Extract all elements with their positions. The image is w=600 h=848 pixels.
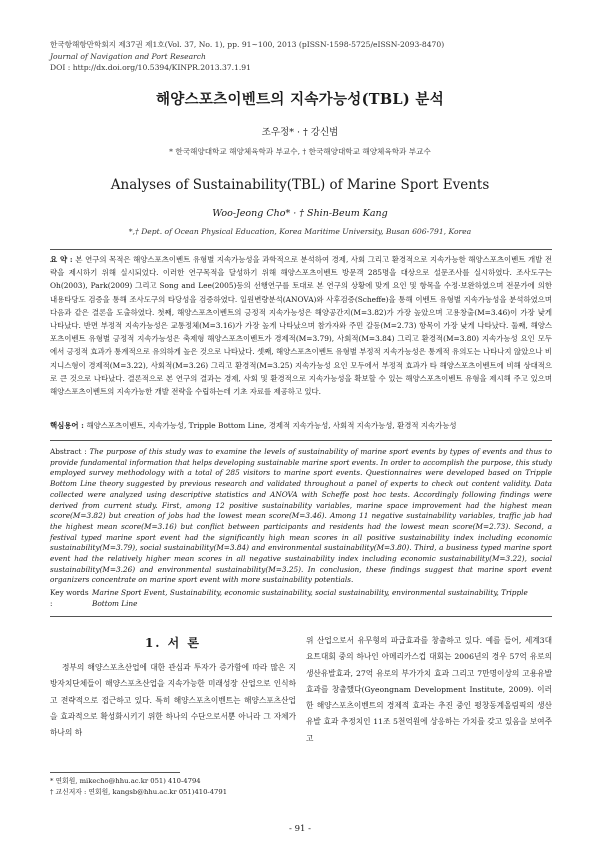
section-heading-introduction: 1. 서 론 <box>144 636 202 650</box>
footnote-corresponding-author: † 교신저자 : 연회원, kangsb@hhu.ac.kr 051)410-4791 <box>50 787 228 796</box>
english-keywords <box>50 588 552 609</box>
paper-title-korean: 해양스포츠이벤트의 지속가능성(TBL) 분석 <box>155 91 445 108</box>
journal-citation: 한국항해항만학회지 제37권 제1호(Vol. 37, No. 1), pp. 91~100, 2013 (pISSN-1598-5725/eISSN-2093-8470) <box>50 40 445 49</box>
page-number: - 91 - <box>289 824 311 834</box>
doi-link[interactable]: DOI : http://dx.doi.org/10.5394/KINPR.2013.37.1.91 <box>50 63 251 72</box>
english-keywords-label: Key words : <box>50 588 89 608</box>
divider-bottom <box>50 616 552 617</box>
journal-name: Journal of Navigation and Port Research <box>50 51 206 61</box>
english-abstract <box>50 447 552 586</box>
affiliation-english: *,† Dept. of Ocean Physical Education, Korea Maritime University, Busan 606-791, Korea <box>128 227 472 236</box>
korean-keywords-text: 해양스포츠이벤트, 지속가능성, Tripple Bottom Line, 경제적 지속가능성, 사회적 지속가능성, 환경적 지속가능성 <box>86 421 457 430</box>
authors-english: Woo-Jeong Cho* · † Shin-Beum Kang <box>212 208 388 219</box>
footnote-divider <box>50 772 180 773</box>
divider-top <box>50 249 552 250</box>
korean-keywords-label: 핵심용어 : <box>50 421 87 430</box>
body-text-right-column: 위 산업으로서 유무형의 파급효과를 창출하고 있다. 예를 들어, 세계3대 요트대회 중의 하나인 아메리카스컵 대회는 2006년의 경우 57억 유로의 생산유발효과, 27억 유로의 부가가치 효과 그리고 7만명이상의 고용유발 효과를 창출했다(Gyeongnam Development Institute, 2009). 이러한 해양스포츠이벤트의 경제적 효과는 추진 중인 평창동계올림픽의 생산유발 효과 추정치인 11조 5천억원에 상응하는 가치를 갖고 있음을 보여주고 <box>306 636 552 743</box>
footnote-first-author: * 연회원, mikecho@hhu.ac.kr 051) 410-4794 <box>50 777 201 785</box>
body-text-left-column: 정부의 해양스포츠산업에 대한 관심과 투자가 증가함에 따라 많은 지방자치단체들이 해양스포츠산업을 지속가능한 미래성장 산업으로 인식하고 전략적으로 접근하고 있다. 특히 해양스포츠이벤트는 해양스포츠산업을 효과적으로 확성화시키기 위한 하나의 수단으로서뿐 아니라 그 자체가 하나의 하 <box>50 663 296 738</box>
korean-abstract-label: 요 약 : <box>50 255 76 264</box>
footnotes <box>50 776 296 797</box>
korean-abstract-text: 본 연구의 목적은 해양스포츠이벤트 유형별 지속가능성을 과학적으로 분석하여 경제, 사회 그리고 환경적으로 지속가능한 해양스포츠이벤트 개발 전략을 제시하기 위해 실시되었다. 이러한 연구목적을 달성하기 위해 해양스포츠이벤트 방문객 285명을 대상으로 설문조사를 실시하였다. 조사도구는 Oh(2003), Park(2009) 그리고 Song and Lee(2005)등의 선행연구를 토대로 본 연구의 상황에 맞게 요인 및 항목을 수정·보완하였으며 전문가에 의한 내용타당도 검증을 통해 조사도구의 타당성을 검증하였다. 일원변량분석(ANOVA)와 사후검증(Scheffe)을 통해 이벤트 유형별 지속가능성을 분석하였으며 다음과 같은 결론을 도출하였다. 첫째, 해양스포츠이벤트의 긍정적 지속가능성은 해양공간지(M=3.82)가 가장 높았으며 고용창출(M=3.46)이 가장 낮게 나타났다. 반면 부정적 지속가능성은 교통정체(M=3.16)가 가장 높게 나타났으며 참가자와 주민 갈등(M=2.73) 항목이 가장 낮게 나타났다. 둘째, 해양스포츠이벤트 유형별 긍정적 지속가능성은 축제형 해양스포츠이벤트가 경제적(M=3.79), 사회적(M=3.84) 그리고 환경적(M=3.80) 지속가능성 요인 모두에서 긍정적 효과가 통계적으로 유의하게 높은 것으로 나타났다. 셋째, 해양스포츠이벤트 유형별 부정적 지속가능성은 통계적 유의도는 나타나지 않았으나 비지니스형이 경제적(M=3.22), 사회적(M=3.26) 그리고 환경적(M=3.25) 지속가능성 요인 모두에서 부정적 효과가 타 해양스포츠이벤트에 비해 상대적으로 큰 것으로 나타났다. 결론적으로 본 연구의 결과는 경제, 사회 및 환경적으로 지속가능성을 확보할 수 있는 해양스포츠이벤트 유형을 제시해 주고 있으며 해양스포츠이벤트의 지속가능한 개발 전략을 수립하는데 기초 자료를 제공하고 있다. <box>50 255 552 397</box>
english-abstract-text: The purpose of this study was to examine the levels of sustainability of marine sport events by types of events and thus to provide fundamental information that helps developing sustainable marine sport events. In order to accomplish the purpose, this study employed survey methodology with a total of 285 visitors to marine sport events. Questionnaires were developed based on Tripple Bottom Line theory suggested by previous research and validated throughout a panel of experts to check out content validity. Data collected were analyzed using descriptive statistics and ANOVA with Scheffe post hoc tests. Accordingly following findings were derived from current study. First, among 12 positive sustainability variables, marine space improvement had the highest mean score(M=3.82) but creation of jobs had the lowest mean score(M=3.46). Among 11 negative sustainability variables, traffic jab had the highest mean score(M=3.16) but conflict between participants and residents had the lowest mean score(M=2.73). Second, a festival typed marine sport event had the significantly high mean scores in all positive sustainability index including economic sustainability(M=3.79), social sustainability(M=3.84) and environmental sustainability(M=3.80). Third, a business typed marine sport event had the relatively higher mean scores in all negative sustainability index including economic sustainability(M=3.22), social sustainability(M=3.26) and environmental sustainability(M=3.25). In conclusion, these findings suggest that marine sport event organizers concentrate on marine sport event with more sustainability potentials. <box>50 447 553 585</box>
divider-middle <box>50 440 552 441</box>
journal-header <box>50 39 550 74</box>
korean-abstract <box>50 253 552 398</box>
affiliation-korean: * 한국해양대학교 해양체육학과 부교수, † 한국해양대학교 해양체육학과 부교수 <box>169 147 431 156</box>
english-abstract-label: Abstract : <box>50 447 90 456</box>
korean-keywords <box>50 420 552 432</box>
paper-title-english: Analyses of Sustainability(TBL) of Marine Sport Events <box>110 177 490 193</box>
authors-korean: 조우정* · † 강신범 <box>261 127 339 138</box>
english-keywords-text: Marine Sport Event, Sustainability, economic sustainability, social sustainability, environmental sustainability, Tripple Bottom Line <box>92 588 528 608</box>
